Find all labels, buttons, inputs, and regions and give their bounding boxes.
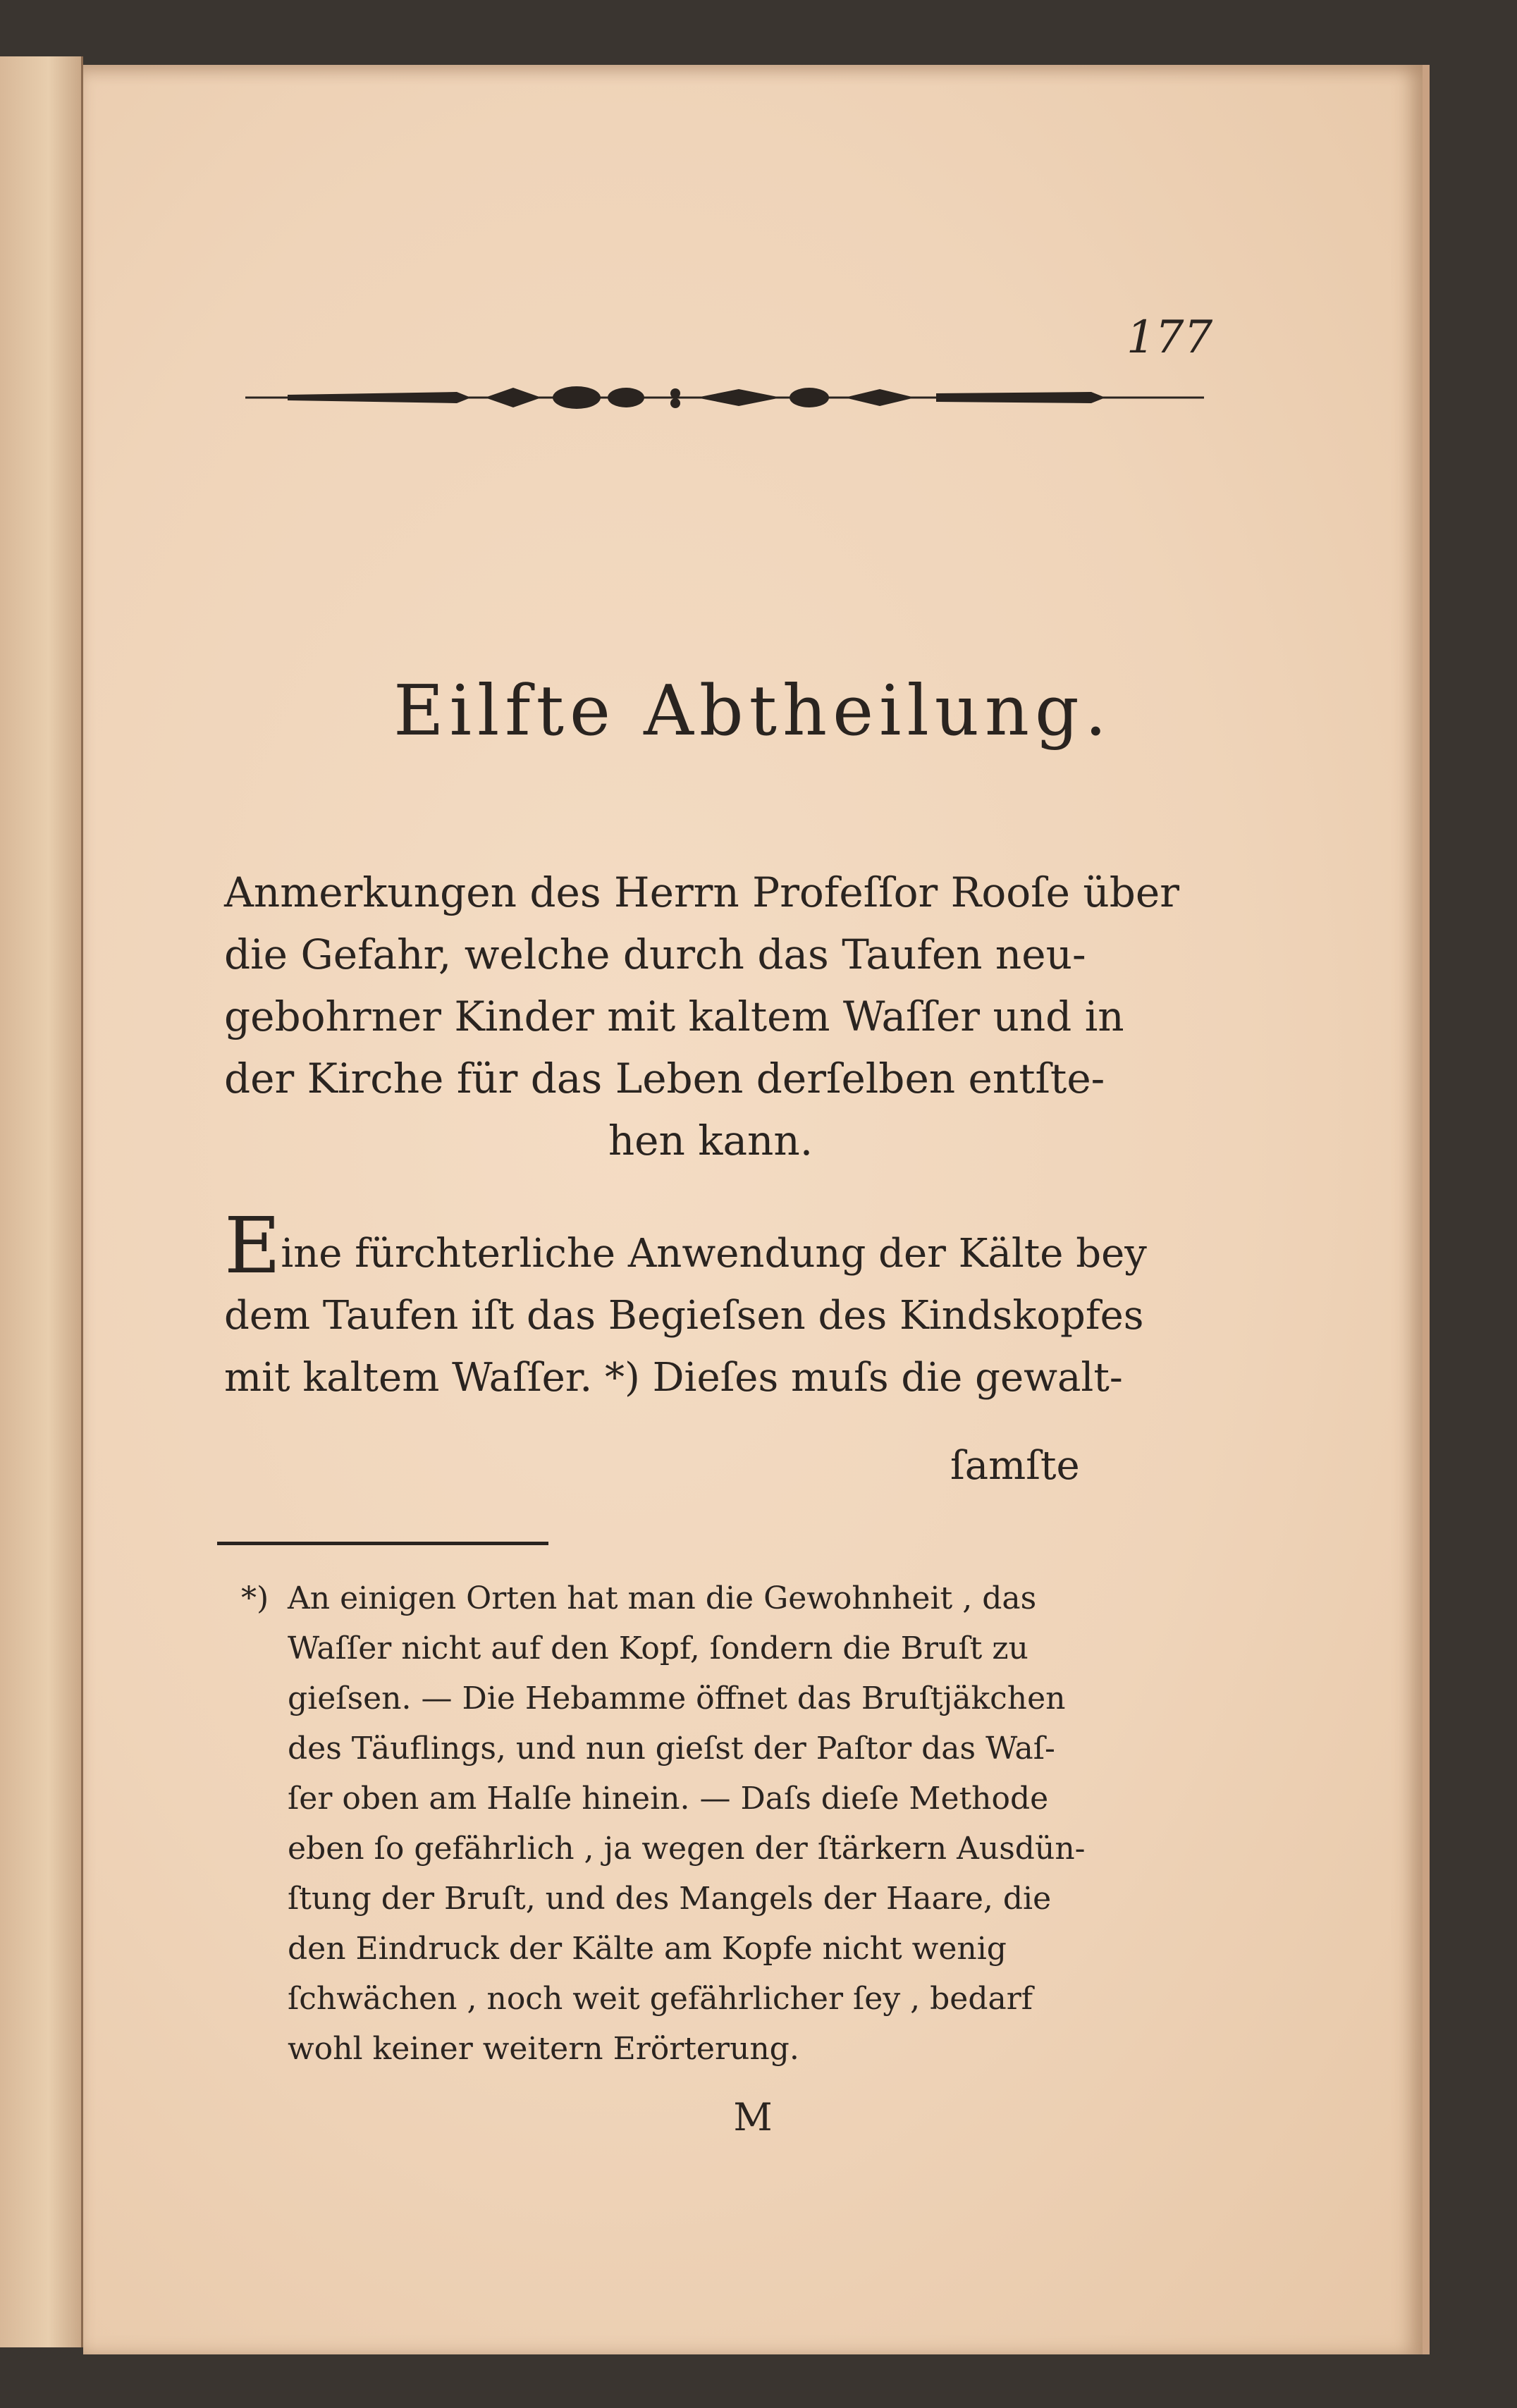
footnote-line: ſchwächen , noch weit gefährlicher ſey , bedarf (288, 1981, 1033, 2017)
footnote (241, 1573, 1190, 2074)
body-line: dem Taufen iſt das Begieſsen des Kindskopfes (224, 1293, 1144, 1339)
chapter-title: Eilfte Abtheilung. (393, 671, 1112, 751)
subtitle-line: Anmerkungen des Herrn Profeſſor Rooſe über (224, 868, 1179, 916)
ornamental-rule (245, 375, 1204, 417)
footnote-line: An einigen Orten hat man die Gewohnheit , das (288, 1580, 1037, 1616)
footnote-mark: *) (241, 1580, 269, 1616)
subtitle-line: gebohrner Kinder mit kaltem Waſſer und in (224, 993, 1124, 1040)
body-line: mit kaltem Waſſer. *) Dieſes muſs die gewalt- (224, 1355, 1123, 1401)
page-number: 177 (1126, 312, 1213, 364)
subtitle-line: die Gefahr, welche durch das Taufen neu- (224, 930, 1086, 978)
body-line (224, 1200, 1197, 1291)
subtitle-line: der Kirche für das Leben derſelben entſte- (224, 1055, 1105, 1102)
body-line-text: ine fürchterliche Anwendung der Kälte bey (281, 1231, 1147, 1277)
signature-mark: M (733, 2095, 773, 2139)
catchword: ſamſte (950, 1443, 1080, 1489)
footnote-rule (217, 1542, 548, 1545)
footnote-line: den Eindruck der Kälte am Kopfe nicht wenig (288, 1931, 1007, 1967)
footnote-line: Waſſer nicht auf den Kopf, ſondern die Bruſt zu (288, 1630, 1028, 1666)
footnote-line: wohl keiner weitern Erörterung. (288, 2031, 799, 2067)
footnote-line: eben ſo gefährlich , ja wegen der ſtärkern Ausdün- (288, 1831, 1086, 1867)
chapter-subtitle (224, 861, 1197, 1172)
footnote-line: gieſsen. — Die Hebamme öffnet das Bruſtjäkchen (288, 1681, 1066, 1716)
facing-page-edge (0, 56, 83, 2347)
footnote-line: ſer oben am Halſe hinein. — Daſs dieſe Methode (288, 1781, 1049, 1817)
footnote-line: des Täuflings, und nun gieſst der Paſtor das Waſ- (288, 1731, 1055, 1767)
book-page (83, 65, 1430, 2354)
subtitle-last-line: hen kann. (608, 1117, 813, 1165)
drop-cap: E (224, 1200, 281, 1291)
body-paragraph (224, 1200, 1197, 1409)
footnote-line: ſtung der Bruſt, und des Mangels der Haare, die (288, 1881, 1052, 1917)
